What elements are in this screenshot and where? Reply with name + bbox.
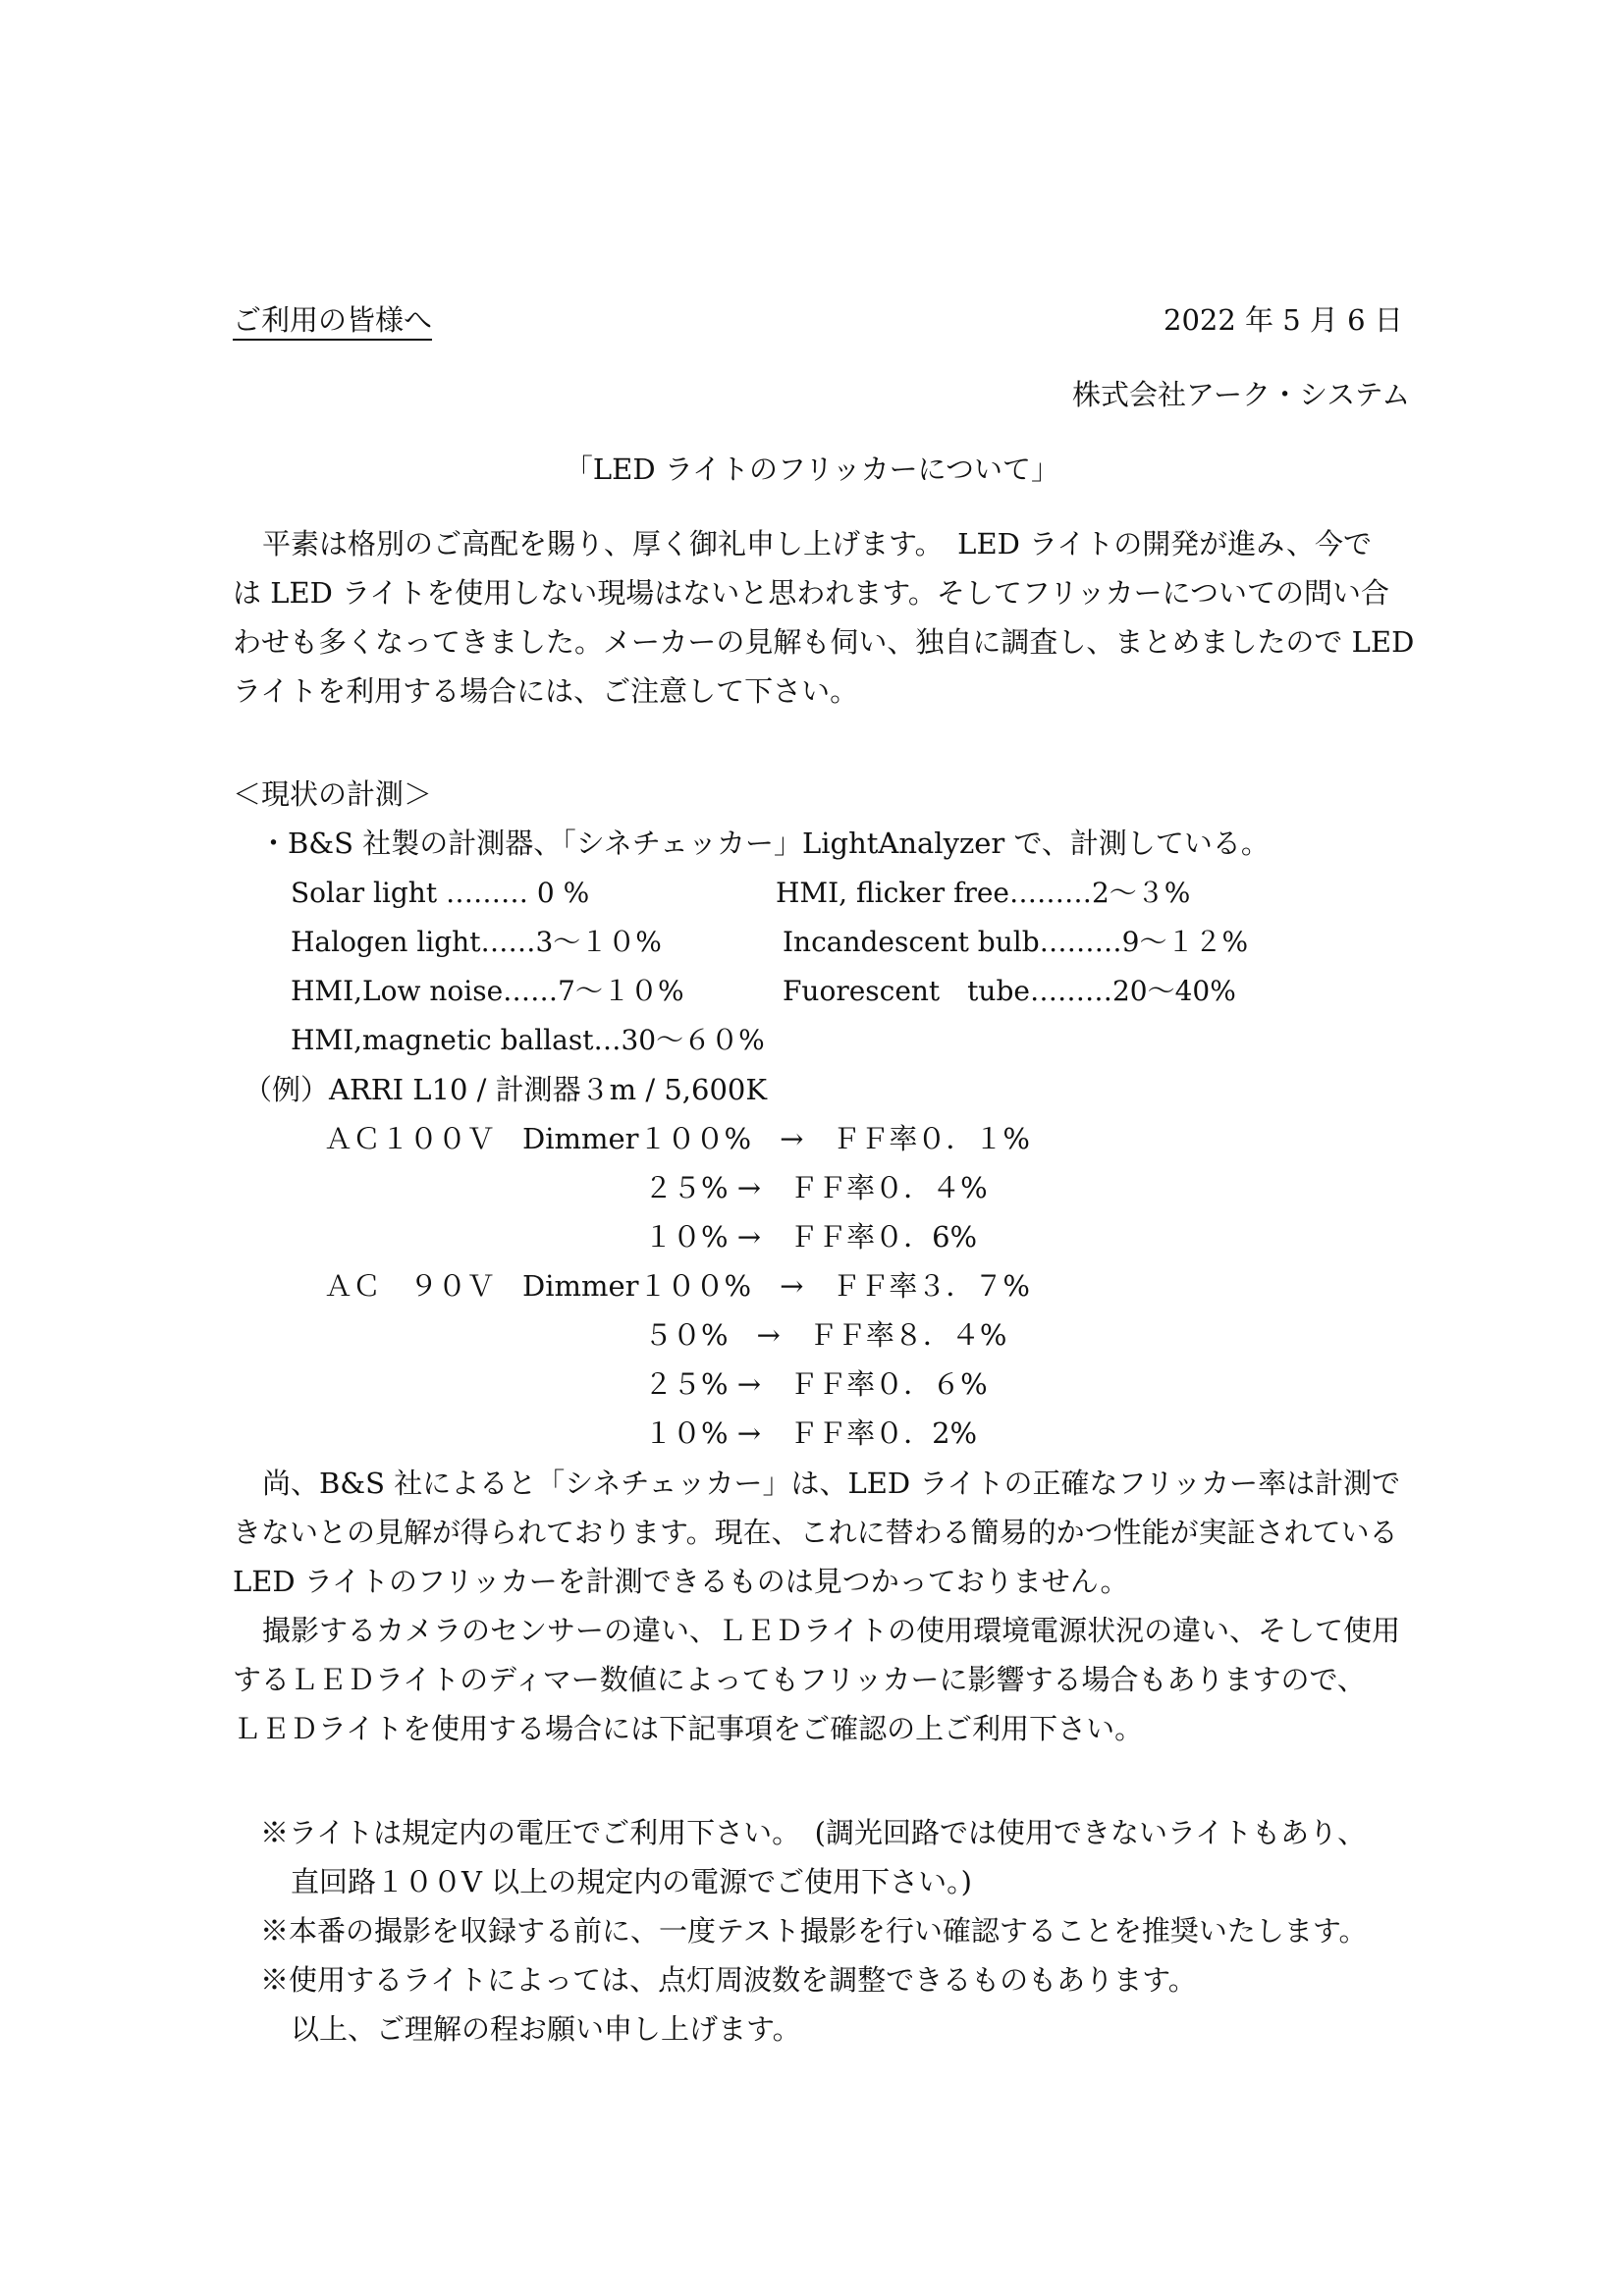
ac90-dimmer-row: ２５% → ＦＦ率０．６% <box>644 1367 988 1401</box>
document-title: 「LED ライトのフリッカーについて」 <box>564 453 1060 486</box>
ac90-dimmer-row: １０% → ＦＦ率０．2% <box>644 1416 978 1450</box>
note-line: 尚、B&S 社によると「シネチェッカー」は、LED ライトの正確なフリッカー率は計測で <box>262 1467 1401 1500</box>
note-line: ＬＥＤライトを使用する場合には下記事項をご確認の上ご利用下さい。 <box>233 1712 1144 1745</box>
ac90-dimmer-row: ５０% → ＦＦ率８．４% <box>644 1318 1007 1352</box>
note-line: するＬＥＤライトのディマー数値によってもフリッカーに影響する場合もありますので、 <box>233 1663 1366 1696</box>
notes-paragraph <box>233 1459 1401 1753</box>
caution-test-shoot: ※本番の撮影を収録する前に、一度テスト撮影を行い確認することを推奨いたします。 <box>260 1914 1368 1948</box>
measurement-device-line: ・B&S 社製の計測器、「シネチェッカー」LightAnalyzer で、計測している。 <box>259 827 1270 860</box>
closing-line: 以上、ご理解の程お願い申し上げます。 <box>291 2012 801 2046</box>
example-line: （例）ARRI L10 / 計測器３m / 5,600K <box>244 1073 768 1106</box>
intro-line: わせも多くなってきました。メーカーの見解も伺い、独自に調査し、まとめましたので LED <box>233 625 1415 659</box>
reading-right: Incandescent bulb………9～１２% <box>783 926 1249 958</box>
reading-left: Halogen light……3～１０% <box>291 926 662 958</box>
caution-frequency: ※使用するライトによっては、点灯周波数を調整できるものもあります。 <box>260 1963 1197 1997</box>
note-line: LED ライトのフリッカーを計測できるものは見つかっておりません。 <box>233 1565 1129 1598</box>
company-name: 株式会社アーク・システム <box>1072 378 1411 411</box>
caution-voltage: ※ライトは規定内の電圧でご利用下さい。 (調光回路では使用できないライトもあり、 <box>260 1816 1367 1849</box>
intro-paragraph <box>233 519 1415 716</box>
caution-voltage-continued: 直回路１００V 以上の規定内の電源でご使用下さい。) <box>291 1865 972 1898</box>
ac90-dimmer-100: Dimmer１００% → ＦＦ率３．７% <box>522 1269 1030 1303</box>
ac100-dimmer-row: ２５% → ＦＦ率０．４% <box>644 1171 988 1204</box>
note-line: きないとの見解が得られております。現在、これに替わる簡易的かつ性能が実証されている <box>233 1516 1398 1549</box>
ac90-label: ＡＣ ９０Ｖ <box>324 1269 496 1303</box>
ac100-dimmer-100: Dimmer１００% → ＦＦ率０．１% <box>522 1122 1030 1155</box>
note-line: 撮影するカメラのセンサーの違い、ＬＥＤライトの使用環境電源状況の違い、そして使用 <box>262 1614 1401 1647</box>
reading-right: Fuorescent tube………20～40% <box>783 975 1236 1007</box>
ac100-label: ＡＣ１００Ｖ <box>324 1122 496 1155</box>
intro-line: は LED ライトを使用しない現場はないと思われます。そしてフリッカーについての問い合 <box>233 576 1390 610</box>
reading-left: HMI,Low noise……7～１０% <box>291 975 684 1007</box>
reading-left: Solar light ……… 0 % <box>291 877 590 909</box>
reading-left: HMI,magnetic ballast…30～６０% <box>291 1024 765 1056</box>
reading-right: HMI, flicker free………2～３% <box>776 877 1191 909</box>
document-date: 2022 年 5 月 6 日 <box>1164 303 1403 337</box>
addressee: ご利用の皆様へ <box>233 303 433 337</box>
intro-line: 平素は格別のご高配を賜り、厚く御礼申し上げます。 LED ライトの開発が進み、今で <box>262 527 1372 561</box>
intro-line: ライトを利用する場合には、ご注意して下さい。 <box>233 674 859 708</box>
measurement-heading: ＜現状の計測＞ <box>233 777 433 811</box>
ac100-dimmer-row: １０% → ＦＦ率０．6% <box>644 1220 978 1254</box>
